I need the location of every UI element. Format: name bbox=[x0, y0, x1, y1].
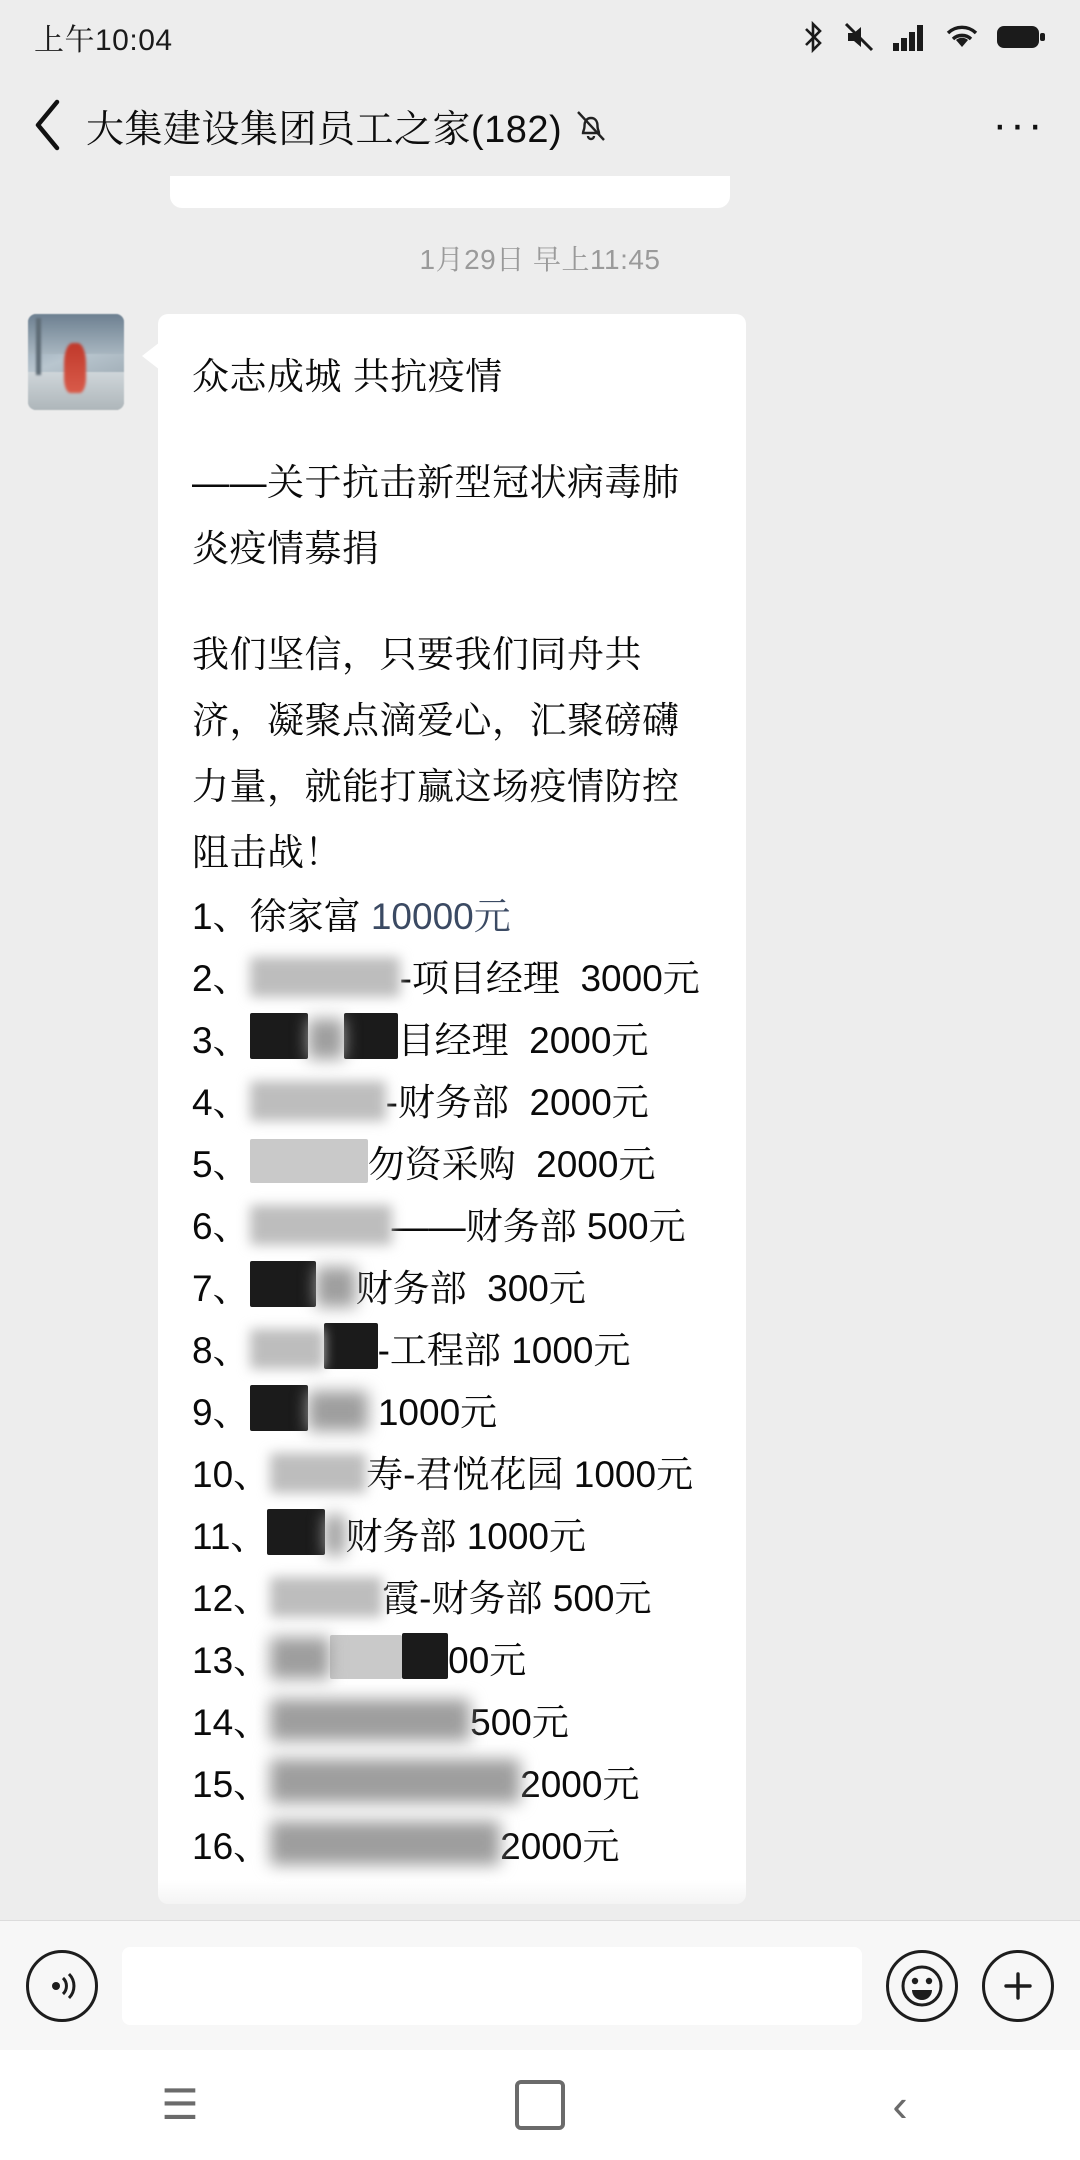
bell-muted-icon bbox=[574, 107, 608, 143]
donation-index: 8、 bbox=[192, 1330, 250, 1371]
donation-index: 4、 bbox=[192, 1082, 250, 1123]
donation-amount: 500元 bbox=[586, 1206, 686, 1247]
bluetooth-icon bbox=[800, 20, 826, 54]
chat-input-bar bbox=[0, 1920, 1080, 2050]
message-bubble[interactable] bbox=[158, 314, 746, 1904]
donation-name: ——财务部 bbox=[391, 1206, 577, 1247]
donation-row bbox=[192, 1320, 712, 1382]
status-icon-group bbox=[800, 20, 1046, 54]
donation-amount: 2000元 bbox=[536, 1144, 656, 1185]
donation-amount: 3000元 bbox=[580, 958, 700, 999]
donation-amount: 500元 bbox=[552, 1578, 652, 1619]
donation-row bbox=[192, 1072, 712, 1134]
donation-amount: 2000元 bbox=[500, 1826, 620, 1867]
donation-row bbox=[192, 1196, 712, 1258]
donation-amount: 1000元 bbox=[377, 1392, 498, 1433]
spacer-2 bbox=[192, 582, 712, 622]
message-timestamp: 1月29日 早上11:45 bbox=[419, 244, 661, 275]
donation-name: 财务部 bbox=[345, 1516, 457, 1557]
donation-row bbox=[192, 886, 712, 948]
status-clock: 上午10:04 bbox=[34, 24, 173, 57]
signal-icon bbox=[892, 22, 928, 52]
chat-title-wrap[interactable] bbox=[86, 98, 984, 153]
donation-row bbox=[192, 1258, 712, 1320]
donation-amount: 300元 bbox=[487, 1268, 586, 1309]
donation-row bbox=[192, 948, 712, 1010]
donation-amount: 10000元 bbox=[370, 896, 511, 937]
donation-index: 14、 bbox=[192, 1702, 271, 1743]
donation-row bbox=[192, 1444, 712, 1506]
mute-icon bbox=[842, 20, 876, 54]
status-bar bbox=[0, 0, 1080, 74]
donation-amount: 1000元 bbox=[466, 1516, 587, 1557]
message-subheading: ——关于抗击新型冠状病毒肺炎疫情募捐 bbox=[192, 462, 680, 569]
donation-amount: 2000元 bbox=[529, 1020, 649, 1061]
donation-amount: 2000元 bbox=[520, 1764, 640, 1805]
donation-row bbox=[192, 1816, 712, 1878]
page-title: 大集建设集团员工之家(182) bbox=[86, 108, 563, 151]
donation-index: 15、 bbox=[192, 1764, 271, 1805]
donation-index: 1、 bbox=[192, 896, 250, 937]
plus-icon[interactable] bbox=[982, 1950, 1054, 2022]
donation-row bbox=[192, 1506, 712, 1568]
donation-amount: 1000元 bbox=[511, 1330, 631, 1371]
donation-name: -项目经理 bbox=[399, 958, 560, 999]
donation-amount: 1000元 bbox=[573, 1454, 694, 1495]
more-options-button[interactable]: ··· bbox=[992, 100, 1046, 149]
donation-row bbox=[192, 1754, 712, 1816]
nav-back-button[interactable]: ‹ bbox=[892, 2079, 908, 2131]
wifi-icon bbox=[944, 23, 980, 51]
system-navigation-bar bbox=[0, 2050, 1080, 2160]
donation-name: 目经理 bbox=[397, 1020, 509, 1061]
donation-amount: 500元 bbox=[470, 1702, 569, 1743]
donation-row bbox=[192, 1134, 712, 1196]
donation-index: 13、 bbox=[192, 1640, 271, 1681]
message-row bbox=[0, 314, 1080, 1904]
donation-name: 寿-君悦花园 bbox=[366, 1454, 564, 1495]
battery-icon bbox=[996, 23, 1046, 51]
message-heading: 众志成城 共抗疫情 bbox=[192, 356, 503, 397]
donation-row bbox=[192, 1568, 712, 1630]
emoji-icon[interactable] bbox=[886, 1950, 958, 2022]
avatar[interactable] bbox=[28, 314, 124, 410]
back-button[interactable] bbox=[18, 95, 78, 155]
chat-header bbox=[0, 74, 1080, 176]
donation-name: 徐家富 bbox=[249, 896, 361, 937]
donation-index: 5、 bbox=[192, 1144, 250, 1185]
donation-amount: 00元 bbox=[448, 1640, 527, 1681]
voice-input-icon[interactable] bbox=[26, 1950, 98, 2022]
donation-name: -工程部 bbox=[377, 1330, 501, 1371]
home-square-icon bbox=[515, 2080, 565, 2130]
donation-index: 3、 bbox=[192, 1020, 250, 1061]
donation-index: 11、 bbox=[192, 1516, 268, 1557]
donation-name: 勿资采购 bbox=[367, 1144, 516, 1185]
donation-name: -财务部 bbox=[385, 1082, 509, 1123]
donation-index: 10、 bbox=[192, 1454, 271, 1495]
spacer bbox=[192, 410, 712, 450]
donation-index: 2、 bbox=[192, 958, 250, 999]
donation-index: 16、 bbox=[192, 1826, 271, 1867]
donation-row bbox=[192, 1692, 712, 1754]
donation-index: 12、 bbox=[192, 1578, 271, 1619]
donation-name: 财务部 bbox=[355, 1268, 467, 1309]
donation-amount: 2000元 bbox=[529, 1082, 649, 1123]
nav-recents-button[interactable]: ☰ bbox=[161, 2081, 199, 2128]
donation-index: 7、 bbox=[192, 1268, 250, 1309]
message-paragraph: 我们坚信，只要我们同舟共济，凝聚点滴爱心，汇聚磅礴力量，就能打赢这场疫情防控阻击战！ bbox=[192, 634, 680, 873]
message-list[interactable] bbox=[0, 176, 1080, 1920]
donation-row bbox=[192, 1010, 712, 1072]
previous-message-bubble[interactable] bbox=[170, 176, 730, 208]
donation-index: 9、 bbox=[192, 1392, 250, 1433]
donation-index: 6、 bbox=[192, 1206, 250, 1247]
message-input[interactable] bbox=[122, 1947, 862, 2025]
donation-row bbox=[192, 1382, 712, 1444]
nav-home-button[interactable] bbox=[480, 2065, 600, 2145]
donation-name: 霞-财务部 bbox=[382, 1578, 543, 1619]
donation-row bbox=[192, 1630, 712, 1692]
